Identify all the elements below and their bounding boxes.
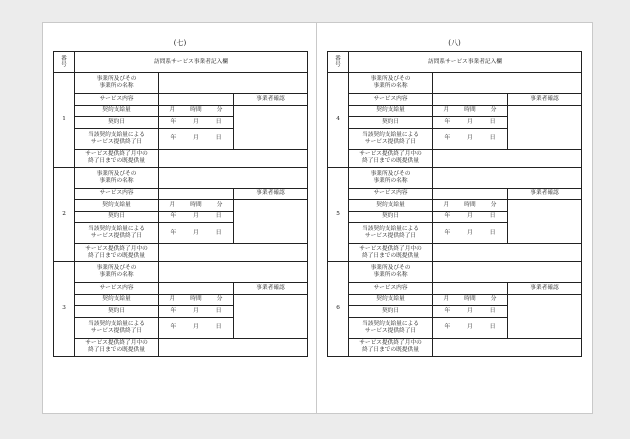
- entry-number: 3: [54, 262, 75, 357]
- unit-day: 日: [215, 213, 222, 220]
- table-title: 訪問系サービス事業者記入欄: [349, 52, 582, 73]
- end-date-label: 当該契約支給量による サービス提供終了日: [349, 223, 433, 244]
- office-name-field[interactable]: [433, 262, 582, 283]
- confirm-field[interactable]: [234, 294, 308, 338]
- contract-amount-field[interactable]: [159, 294, 234, 306]
- unit-month: 月: [169, 296, 176, 303]
- unit-month: 月: [467, 229, 473, 236]
- contract-amount-label: 契約支給量: [349, 105, 433, 117]
- entry-number: 1: [54, 73, 75, 168]
- end-date-field[interactable]: [159, 317, 234, 338]
- contract-amount-label: 契約支給量: [349, 200, 433, 212]
- unit-hours: 時間: [464, 296, 476, 303]
- page-label: (八): [448, 39, 461, 47]
- confirm-field[interactable]: [234, 200, 308, 244]
- end-date-label: 当該契約支給量による サービス提供終了日: [75, 317, 159, 338]
- unit-minutes: 分: [216, 201, 223, 208]
- office-name-field[interactable]: [433, 167, 582, 188]
- unit-month: 月: [443, 201, 450, 208]
- balance-field[interactable]: [159, 149, 308, 167]
- confirm-label: 事業者確認: [508, 94, 582, 106]
- office-name-label: 事業所及びその 事業所の名称: [75, 167, 159, 188]
- unit-month: 月: [193, 118, 199, 125]
- confirm-field[interactable]: [508, 200, 582, 244]
- unit-hours: 時間: [190, 201, 202, 208]
- balance-label: サービス提供終了月中の 終了日までの既提供量: [75, 149, 159, 167]
- contract-amount-label: 契約支給量: [75, 200, 159, 212]
- contract-date-field[interactable]: [159, 117, 234, 129]
- unit-year: 年: [444, 229, 451, 236]
- unit-hours: 時間: [464, 107, 476, 114]
- contract-amount-label: 契約支給量: [75, 294, 159, 306]
- service-content-field[interactable]: [433, 188, 508, 200]
- number-header: 番 号: [54, 52, 75, 73]
- unit-month: 月: [467, 118, 473, 125]
- office-name-field[interactable]: [433, 73, 582, 94]
- contract-date-field[interactable]: [433, 211, 508, 223]
- unit-year: 年: [444, 118, 451, 125]
- table-header-row: [328, 52, 582, 73]
- unit-month: 月: [193, 135, 199, 141]
- service-provider-table: [53, 51, 308, 357]
- contract-amount-field[interactable]: [159, 200, 234, 212]
- unit-month: 月: [467, 135, 473, 141]
- unit-month: 月: [443, 296, 450, 303]
- confirm-label: 事業者確認: [508, 188, 582, 200]
- contract-date-field[interactable]: [433, 306, 508, 318]
- unit-hours: 時間: [190, 107, 202, 114]
- service-content-label: サービス内容: [349, 94, 433, 106]
- service-content-field[interactable]: [159, 188, 234, 200]
- contract-date-label: 契約日: [349, 211, 433, 223]
- service-provider-table: [327, 51, 582, 357]
- contract-amount-field[interactable]: [433, 294, 508, 306]
- unit-hours: 時間: [464, 201, 476, 208]
- confirm-label: 事業者確認: [234, 283, 308, 295]
- balance-label: サービス提供終了月中の 終了日までの既提供量: [349, 244, 433, 262]
- unit-month: 月: [467, 307, 473, 314]
- unit-year: 年: [170, 118, 177, 125]
- unit-year: 年: [170, 213, 177, 220]
- unit-day: 日: [489, 229, 496, 236]
- unit-month: 月: [193, 213, 199, 220]
- unit-day: 日: [489, 135, 496, 141]
- contract-date-label: 契約日: [349, 117, 433, 129]
- unit-month: 月: [193, 324, 199, 330]
- unit-year: 年: [444, 324, 451, 330]
- unit-year: 年: [170, 135, 177, 141]
- contract-date-label: 契約日: [75, 211, 159, 223]
- unit-minutes: 分: [216, 107, 223, 114]
- contract-date-field[interactable]: [159, 306, 234, 318]
- contract-amount-field[interactable]: [159, 105, 234, 117]
- unit-day: 日: [215, 307, 222, 314]
- end-date-label: 当該契約支給量による サービス提供終了日: [75, 223, 159, 244]
- unit-day: 日: [489, 118, 496, 125]
- number-header: 番 号: [328, 52, 349, 73]
- unit-month: 月: [169, 107, 176, 114]
- contract-date-field[interactable]: [433, 117, 508, 129]
- page-label: (七): [173, 39, 187, 47]
- balance-label: サービス提供終了月中の 終了日までの既提供量: [75, 244, 159, 262]
- unit-day: 日: [215, 118, 222, 125]
- office-name-field[interactable]: [159, 167, 308, 188]
- contract-amount-field[interactable]: [433, 200, 508, 212]
- end-date-label: 当該契約支給量による サービス提供終了日: [349, 128, 433, 149]
- office-name-label: 事業所及びその 事業所の名称: [75, 262, 159, 283]
- confirm-label: 事業者確認: [234, 94, 308, 106]
- end-date-field[interactable]: [433, 223, 508, 244]
- unit-year: 年: [444, 213, 451, 220]
- unit-hours: 時間: [190, 296, 202, 303]
- contract-date-field[interactable]: [159, 211, 234, 223]
- service-content-label: サービス内容: [349, 188, 433, 200]
- balance-label: サービス提供終了月中の 終了日までの既提供量: [349, 338, 433, 356]
- service-content-label: サービス内容: [349, 283, 433, 295]
- entry-number: 4: [328, 73, 349, 168]
- entry-number: 6: [328, 262, 349, 357]
- confirm-label: 事業者確認: [508, 283, 582, 295]
- end-date-label: 当該契約支給量による サービス提供終了日: [75, 128, 159, 149]
- service-content-label: サービス内容: [75, 188, 159, 200]
- end-date-field[interactable]: [159, 128, 234, 149]
- unit-day: 日: [215, 229, 222, 236]
- unit-minutes: 分: [490, 201, 497, 208]
- service-content-field[interactable]: [159, 94, 234, 106]
- contract-date-label: 契約日: [349, 306, 433, 318]
- service-content-field[interactable]: [433, 283, 508, 295]
- service-content-label: サービス内容: [75, 94, 159, 106]
- contract-amount-label: 契約支給量: [349, 294, 433, 306]
- form-page-left: [42, 22, 318, 414]
- unit-year: 年: [444, 307, 451, 314]
- unit-month: 月: [443, 107, 450, 114]
- confirm-label: 事業者確認: [234, 188, 308, 200]
- unit-year: 年: [444, 135, 451, 141]
- unit-month: 月: [467, 213, 473, 220]
- unit-day: 日: [489, 324, 496, 330]
- service-content-label: サービス内容: [75, 283, 159, 295]
- balance-field[interactable]: [433, 149, 582, 167]
- unit-month: 月: [193, 307, 199, 314]
- balance-field[interactable]: [433, 338, 582, 356]
- contract-amount-field[interactable]: [433, 105, 508, 117]
- unit-year: 年: [170, 324, 177, 330]
- unit-month: 月: [169, 201, 176, 208]
- balance-field[interactable]: [159, 338, 308, 356]
- end-date-label: 当該契約支給量による サービス提供終了日: [349, 317, 433, 338]
- service-content-field[interactable]: [159, 283, 234, 295]
- office-name-label: 事業所及びその 事業所の名称: [75, 73, 159, 94]
- contract-date-label: 契約日: [75, 117, 159, 129]
- entry-number: 2: [54, 167, 75, 262]
- contract-amount-label: 契約支給量: [75, 105, 159, 117]
- contract-date-label: 契約日: [75, 306, 159, 318]
- unit-minutes: 分: [490, 107, 497, 114]
- unit-day: 日: [489, 307, 496, 314]
- entry-number: 5: [328, 167, 349, 262]
- unit-year: 年: [170, 229, 177, 236]
- office-name-label: 事業所及びその 事業所の名称: [349, 73, 433, 94]
- unit-minutes: 分: [490, 296, 497, 303]
- unit-year: 年: [170, 307, 177, 314]
- confirm-field[interactable]: [508, 105, 582, 149]
- office-name-field[interactable]: [159, 262, 308, 283]
- table-header-row: [54, 52, 308, 73]
- unit-day: 日: [215, 135, 222, 141]
- unit-month: 月: [467, 324, 473, 330]
- balance-field[interactable]: [433, 244, 582, 262]
- balance-field[interactable]: [159, 244, 308, 262]
- unit-month: 月: [193, 229, 199, 236]
- confirm-field[interactable]: [508, 294, 582, 338]
- service-content-field[interactable]: [433, 94, 508, 106]
- office-name-label: 事業所及びその 事業所の名称: [349, 167, 433, 188]
- office-name-field[interactable]: [159, 73, 308, 94]
- balance-label: サービス提供終了月中の 終了日までの既提供量: [349, 149, 433, 167]
- end-date-field[interactable]: [433, 317, 508, 338]
- balance-label: サービス提供終了月中の 終了日までの既提供量: [75, 338, 159, 356]
- end-date-field[interactable]: [433, 128, 508, 149]
- confirm-field[interactable]: [234, 105, 308, 149]
- table-title: 訪問系サービス事業者記入欄: [75, 52, 308, 73]
- unit-minutes: 分: [216, 296, 223, 303]
- end-date-field[interactable]: [159, 223, 234, 244]
- unit-day: 日: [489, 213, 496, 220]
- office-name-label: 事業所及びその 事業所の名称: [349, 262, 433, 283]
- form-page-right: [316, 22, 593, 414]
- unit-day: 日: [215, 324, 222, 330]
